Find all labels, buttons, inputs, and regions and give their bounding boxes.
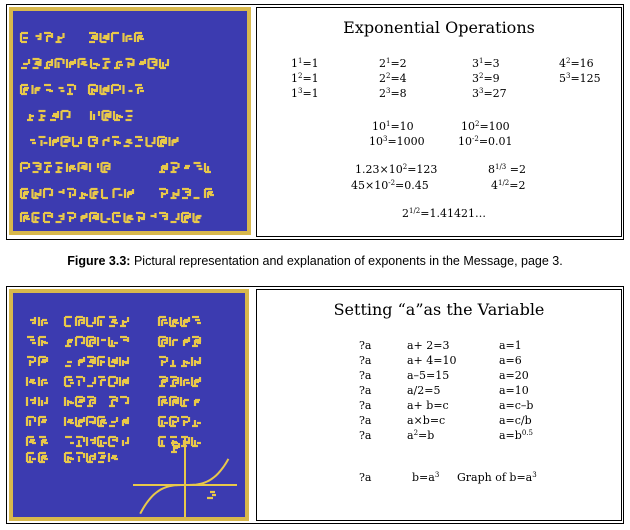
alien-glyph: [44, 33, 52, 42]
alien-glyph: [44, 163, 52, 172]
square-root-two: $2^{1/2}=1.41421\dots$: [402, 207, 486, 220]
alien-glyph: [91, 189, 99, 198]
alien-glyph: [170, 377, 179, 386]
alien-glyph: [109, 417, 117, 426]
alien-glyph: [67, 163, 76, 172]
alien-glyph: [39, 417, 47, 426]
alien-glyph: [87, 453, 96, 462]
alien-glyph: [67, 189, 76, 198]
alien-glyph: [33, 213, 40, 222]
power-of-ten: $10^1=10$: [372, 120, 414, 133]
alien-glyph: [27, 114, 34, 120]
alien-glyph: [135, 33, 144, 42]
alien-glyph: [194, 163, 203, 169]
alien-glyph: [104, 137, 109, 146]
alien-glyph: [109, 317, 118, 326]
power-of-ten: $10^{-2}=0.01$: [458, 135, 513, 148]
panel-title-2: Setting “a”as the Variable: [333, 300, 545, 319]
variable-equation: a/2=5: [407, 384, 441, 397]
alien-glyph: [205, 163, 211, 172]
alien-glyph: [62, 111, 71, 120]
variable-solution: a=20: [499, 369, 529, 382]
alien-glyph: [50, 137, 58, 146]
alien-glyph: [122, 417, 129, 426]
alien-glyph-panel: [9, 7, 251, 235]
alien-glyph: [120, 337, 128, 342]
figure-3-3: [6, 4, 624, 240]
scientific-notation: $45\times 10^{-2}=0.45$: [351, 179, 429, 192]
alien-glyph: [79, 163, 88, 172]
alien-glyph: [194, 400, 200, 406]
alien-glyph: [73, 137, 82, 146]
question-mark-a: ?a: [359, 369, 372, 382]
alien-glyph: [27, 417, 35, 426]
alien-glyph: [65, 397, 74, 406]
alien-glyph: [126, 111, 133, 120]
question-mark-a: ?a: [359, 414, 372, 427]
alien-glyph: [59, 189, 64, 194]
question-mark-a: ?a: [359, 429, 372, 442]
variable-solution: a=10: [499, 384, 529, 397]
variable-solution: a=1: [499, 339, 522, 352]
alien-glyph: [113, 213, 121, 222]
alien-glyph: [27, 397, 36, 406]
variable-equation: a+ 4=10: [407, 354, 457, 367]
alien-glyph: [103, 111, 112, 120]
alien-glyph: [79, 59, 88, 68]
alien-glyph: [27, 337, 36, 343]
exponent-equation: $3^1=3$: [472, 57, 500, 70]
alien-glyph: [98, 357, 105, 366]
alien-glyph: [205, 189, 214, 198]
variable-solution: a=c–b: [499, 399, 534, 412]
alien-glyph: [139, 59, 145, 64]
exponent-equation: $3^2=9$: [472, 72, 500, 85]
alien-glyph: [159, 337, 168, 346]
alien-glyph: [39, 357, 47, 366]
alien-glyph: [33, 85, 41, 94]
alien-glyph: [159, 317, 168, 326]
question-mark-a: ?a: [359, 384, 372, 397]
alien-glyph: [39, 437, 48, 446]
alien-glyph: [103, 59, 111, 68]
alien-glyph: [120, 377, 129, 386]
alien-glyph: [76, 437, 84, 446]
alien-glyph: [181, 360, 190, 366]
alien-glyph: [87, 377, 96, 386]
alien-glyph: [27, 377, 36, 386]
variable-equation: a–5=15: [407, 369, 450, 382]
alien-glyph: [98, 377, 106, 386]
glyph-pattern-image-2: [13, 293, 245, 517]
alien-glyph: [114, 62, 123, 68]
alien-glyph: [160, 59, 169, 68]
alien-glyph: [192, 420, 201, 426]
alien-glyph: [98, 317, 105, 326]
alien-glyph: [65, 417, 74, 426]
variable-equation: a+ b=c: [407, 399, 449, 412]
alien-glyph: [67, 59, 75, 68]
alien-glyph: [182, 213, 190, 222]
alien-glyph: [87, 417, 96, 426]
exponent-equation: $2^3=8$: [379, 87, 407, 100]
alien-glyph: [56, 213, 65, 222]
exponent-equation: $1^2=1$: [291, 72, 319, 85]
alien-glyph: [102, 163, 111, 172]
exponent-equation: $4^2=16$: [559, 57, 594, 70]
variable-equation: $a^2=b$: [407, 429, 435, 442]
alien-glyph: [181, 397, 189, 406]
exponent-equation: $2^1=2$: [379, 57, 407, 70]
variable-solution: a=c/b: [499, 414, 532, 427]
alien-glyph: [101, 33, 110, 42]
panel-title: Exponential Operations: [343, 18, 535, 37]
alien-glyph: [76, 453, 84, 462]
alien-glyph: [44, 59, 53, 68]
alien-glyph: [44, 85, 53, 91]
alien-glyph: [112, 85, 120, 94]
alien-glyph: [89, 137, 98, 146]
alien-glyph: [56, 59, 64, 68]
alien-glyph: [171, 163, 179, 172]
alien-glyph: [98, 417, 107, 426]
alien-glyph: [59, 88, 65, 91]
exponent-equation: $1^3=1$: [291, 87, 319, 100]
alien-glyph: [159, 377, 167, 386]
alien-glyph: [89, 85, 98, 94]
alien-glyph: [159, 163, 168, 172]
alien-glyph: [67, 213, 75, 222]
alien-glyph: [125, 213, 134, 222]
alien-glyph: [192, 437, 201, 446]
scientific-notation: $1.23\times 10^2=123$: [355, 163, 438, 176]
alien-glyph: [67, 85, 75, 94]
alien-glyph: [170, 437, 177, 446]
alien-glyph: [109, 397, 117, 406]
alien-glyph: [192, 317, 201, 323]
alien-glyph: [76, 417, 84, 426]
exponent-equation: $3^3=27$: [472, 87, 507, 100]
alien-glyph: [87, 337, 96, 346]
exponent-equation: $2^2=4$: [379, 72, 407, 85]
variable-solution: $a=b^{0.5}$: [499, 429, 533, 442]
alien-glyph: [39, 111, 46, 120]
alien-glyph: [65, 362, 72, 366]
alien-glyph: [87, 397, 96, 406]
alien-glyph: [39, 337, 48, 346]
variable-explanation-panel: [256, 289, 622, 521]
alien-glyph: [120, 317, 128, 326]
cubic-equation: $b=a^3$: [412, 471, 440, 484]
alien-glyph: [21, 33, 28, 42]
alien-glyph: [27, 437, 36, 446]
alien-glyph: [44, 189, 53, 198]
alien-glyph: [170, 317, 179, 326]
alien-glyph: [123, 437, 129, 446]
alien-glyph: [171, 189, 180, 198]
alien-glyph: [101, 85, 110, 94]
alien-glyph: [65, 437, 74, 443]
alien-glyph: [30, 140, 36, 143]
alien-glyph: [39, 137, 48, 146]
alien-glyph: [135, 85, 144, 94]
alien-glyph: [170, 417, 178, 426]
root-equation: $4^{1/2}=2$: [491, 179, 526, 192]
alien-glyph: [90, 213, 99, 222]
exponent-equation: $5^3=125$: [559, 72, 601, 85]
exponent-explanation-panel: [256, 7, 622, 237]
alien-glyph: [27, 357, 35, 366]
alien-glyph: [120, 357, 129, 366]
power-of-ten: $10^3=1000$: [369, 135, 425, 148]
alien-glyph: [87, 317, 96, 326]
alien-glyph: [159, 357, 167, 366]
alien-glyph: [39, 317, 48, 326]
alien-glyph: [90, 163, 98, 172]
root-equation: $8^{1/3} =2$: [488, 163, 526, 176]
variable-equation: a+ 2=3: [407, 339, 450, 352]
alien-glyph: [149, 59, 158, 68]
alien-glyph: [50, 111, 59, 120]
question-mark-a: ?a: [359, 354, 372, 367]
alien-glyph: [112, 33, 119, 42]
caption-text: Pictural representation and explanation of exponents in the Message, page 3.: [130, 254, 563, 268]
alien-glyph: [21, 213, 30, 222]
alien-glyph: [147, 137, 156, 146]
alien-glyph: [78, 357, 84, 366]
alien-glyph: [207, 492, 216, 498]
question-mark-a: ?a: [359, 399, 372, 412]
alien-glyph: [65, 340, 73, 346]
alien-glyph: [159, 213, 168, 219]
alien-glyph: [87, 437, 96, 446]
alien-glyph: [159, 189, 167, 198]
alien-glyph: [39, 453, 48, 462]
alien-glyph: [124, 85, 133, 94]
alien-glyph-panel-2: [9, 289, 249, 521]
alien-glyph: [159, 437, 166, 446]
alien-glyph: [170, 137, 178, 146]
alien-glyph: [76, 317, 85, 326]
alien-glyph: [56, 163, 63, 172]
alien-glyph: [109, 357, 118, 366]
alien-glyph: [120, 397, 129, 403]
alien-glyph: [136, 213, 145, 222]
alien-glyph: [114, 111, 123, 120]
alien-glyph: [98, 453, 106, 462]
alien-glyph: [62, 137, 70, 146]
alien-glyph: [21, 85, 29, 94]
alien-glyph: [44, 213, 52, 222]
alien-glyph: [124, 140, 133, 146]
alien-glyph: [65, 317, 72, 326]
alien-glyph: [158, 137, 167, 146]
glyph-pattern-image: [13, 11, 247, 231]
alien-glyph: [109, 337, 118, 346]
alien-glyph: [33, 189, 42, 198]
alien-glyph: [87, 357, 96, 366]
alien-glyph: [91, 111, 99, 120]
alien-glyph: [135, 137, 143, 146]
alien-glyph: [126, 59, 135, 68]
alien-glyph: [112, 137, 121, 146]
alien-glyph: [171, 213, 180, 222]
alien-glyph: [98, 337, 106, 346]
alien-glyph: [65, 453, 74, 462]
alien-glyph: [184, 166, 190, 168]
alien-glyph: [102, 189, 108, 198]
alien-glyph: [151, 213, 156, 218]
alien-glyph: [36, 33, 42, 39]
alien-glyph: [21, 163, 29, 172]
graph-axes: [133, 437, 237, 517]
alien-glyph: [98, 437, 107, 446]
alien-glyph: [182, 189, 191, 198]
alien-glyph: [194, 213, 202, 222]
alien-glyph: [65, 377, 74, 386]
variable-equation: a×b=c: [407, 414, 446, 427]
question-mark-a: ?a: [359, 339, 372, 352]
alien-glyph: [76, 377, 84, 386]
alien-glyph: [181, 417, 189, 426]
alien-glyph: [159, 417, 168, 426]
alien-glyph: [91, 59, 100, 68]
alien-glyph: [109, 377, 118, 386]
alien-glyph: [39, 377, 48, 386]
alien-glyph: [102, 213, 111, 222]
alien-glyph: [33, 163, 42, 172]
alien-glyph: [76, 337, 85, 346]
alien-glyph: [30, 317, 36, 323]
caption-label: Figure 3.3:: [67, 254, 131, 268]
alien-glyph: [124, 33, 133, 42]
alien-glyph: [79, 192, 88, 198]
alien-glyph: [183, 337, 189, 346]
exponent-equation: $1^1=1$: [291, 57, 319, 70]
alien-glyph: [109, 437, 117, 446]
question-mark-a: ?a: [359, 471, 372, 484]
alien-glyph: [109, 453, 118, 462]
figure-variable: [6, 286, 624, 524]
alien-glyph: [181, 317, 189, 326]
alien-glyph: [76, 397, 84, 406]
alien-glyph: [181, 377, 190, 386]
alien-glyph: [39, 397, 48, 406]
alien-glyph: [170, 397, 179, 406]
figure-caption: [0, 254, 630, 268]
alien-glyph: [159, 397, 168, 406]
alien-glyph: [170, 360, 176, 366]
alien-glyph: [81, 213, 87, 222]
graph-label: Graph of $b=a^3$: [457, 471, 537, 484]
alien-glyph: [192, 377, 200, 386]
alien-glyph: [192, 357, 201, 366]
variable-solution: a=6: [499, 354, 522, 367]
power-of-ten: $10^2=100$: [461, 120, 510, 133]
alien-glyph: [21, 189, 29, 198]
alien-glyph: [89, 33, 98, 42]
alien-glyph: [192, 337, 201, 346]
alien-glyph: [21, 59, 29, 68]
alien-glyph: [27, 453, 36, 462]
alien-glyph: [170, 337, 178, 346]
alien-glyph: [114, 189, 123, 198]
alien-glyph: [33, 59, 42, 68]
alien-glyph: [125, 189, 133, 198]
alien-glyph: [56, 33, 64, 42]
